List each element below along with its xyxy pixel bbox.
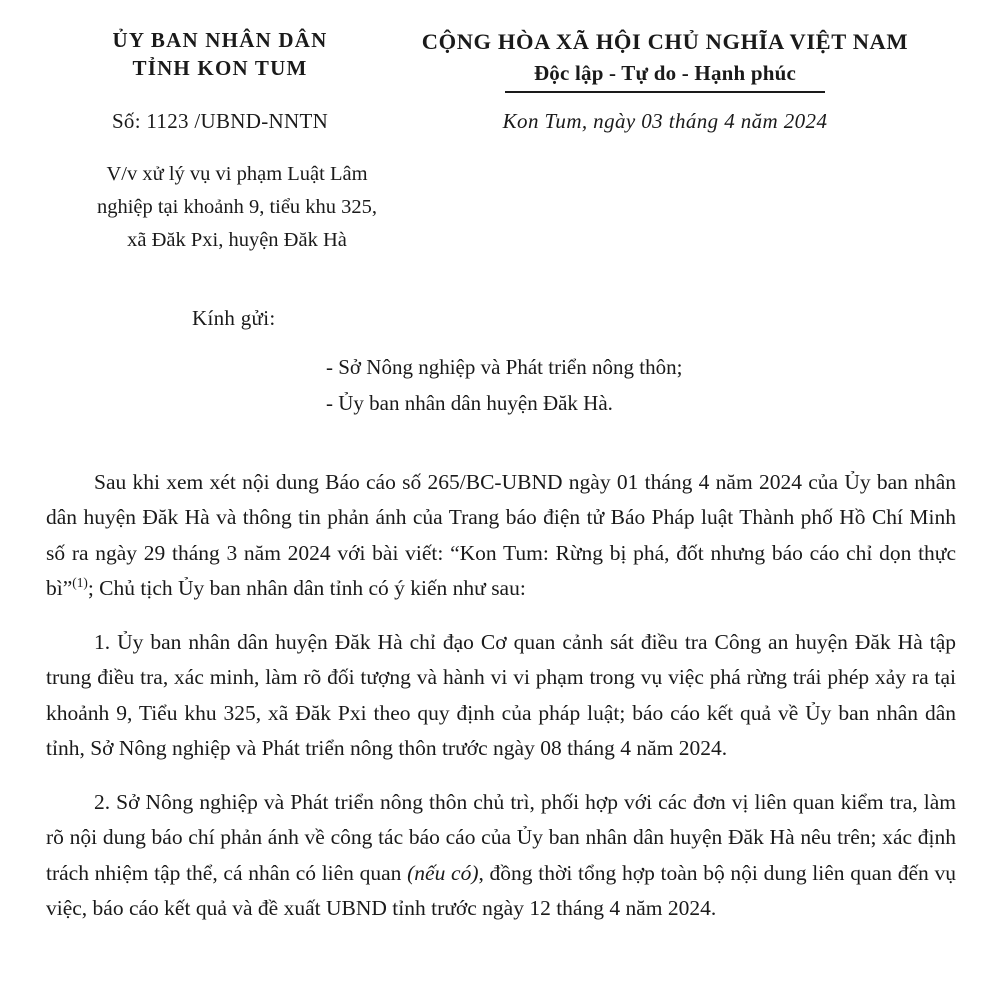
paragraph-item-2-emphasis: (nếu có) <box>407 860 479 885</box>
list-item: - Ủy ban nhân dân huyện Đăk Hà. <box>326 390 613 415</box>
document-subject <box>36 158 396 258</box>
subject-line-1: V/v xử lý vụ vi phạm Luật Lâm <box>106 162 368 185</box>
national-motto: Độc lập - Tự do - Hạnh phúc <box>533 60 797 85</box>
issuing-authority-block <box>36 26 376 83</box>
paragraph-item-2-text-1: 2. Sở Nông nghiệp và Phát triển nông thôn chủ trì, phối hợp với các đơn vị liên quan kiểm tra, làm rõ nội dung báo chí phản ánh về công tác báo cáo của Ủy ban nhân dân huyện Đăk Hà nêu trên; xác định trách nhiệm tập thể, cá nhân có liên quan <box>46 789 956 885</box>
document-number: Số: 1123 /UBND-NNTN <box>111 108 329 133</box>
issuing-authority-line-2: TỈNH KON TUM <box>132 56 308 81</box>
national-heading-block <box>376 26 964 93</box>
document-body <box>36 465 964 927</box>
paragraph-item-2 <box>46 785 956 927</box>
recipients-list <box>36 349 964 421</box>
document-number-block <box>36 107 376 136</box>
document-subheader <box>36 107 964 136</box>
place-date-block <box>376 107 964 136</box>
recipients-label: Kính gửi: <box>192 305 276 330</box>
heading-divider <box>505 91 825 93</box>
paragraph-intro <box>46 465 956 607</box>
list-item: - Sở Nông nghiệp và Phát triển nông thôn; <box>326 354 683 379</box>
footnote-marker: (1) <box>72 575 88 591</box>
paragraph-item-2-text-2: , đồng thời tổng hợp toàn bộ nội dung liên quan đến vụ việc, báo cáo kết quả và đề xuất UBND tỉnh trước ngày 12 tháng 4 năm 2024. <box>46 860 956 920</box>
paragraph-intro-text-2: ; Chủ tịch Ủy ban nhân dân tỉnh có ý kiến như sau: <box>87 576 526 601</box>
place-and-date: Kon Tum, ngày 03 tháng 4 năm 2024 <box>502 108 828 133</box>
document-header <box>36 26 964 93</box>
subject-line-3: xã Đăk Pxi, huyện Đăk Hà <box>127 229 347 252</box>
paragraph-intro-text-1: Sau khi xem xét nội dung Báo cáo số 265/BC-UBND ngày 01 tháng 4 năm 2024 của Ủy ban nhân dân huyện Đăk Hà và thông tin phản ánh của Trang báo điện tử Báo Pháp luật Thành phố Hồ Chí Minh số ra ngày 29 tháng 3 năm 2024 với bài viết: “Kon Tum: Rừng bị phá, đốt nhưng báo cáo chỉ dọn thực bì” <box>46 469 956 601</box>
paragraph-item-1: 1. Ủy ban nhân dân huyện Đăk Hà chỉ đạo Cơ quan cảnh sát điều tra Công an huyện Đăk Hà tập trung điều tra, xác minh, làm rõ đối tượng và hành vi vi phạm trong vụ việc phá rừng trái phép xảy ra tại khoảnh 9, Tiểu khu 325, xã Đăk Pxi theo quy định của pháp luật; báo cáo kết quả về Ủy ban nhân dân tỉnh, Sở Nông nghiệp và Phát triển nông thôn trước ngày 08 tháng 4 năm 2024. <box>46 629 956 761</box>
issuing-authority-line-1: ỦY BAN NHÂN DÂN <box>112 28 328 52</box>
subject-line-2: nghiệp tại khoảnh 9, tiểu khu 325, <box>96 196 378 219</box>
national-name: CỘNG HÒA XÃ HỘI CHỦ NGHĨA VIỆT NAM <box>421 29 909 54</box>
